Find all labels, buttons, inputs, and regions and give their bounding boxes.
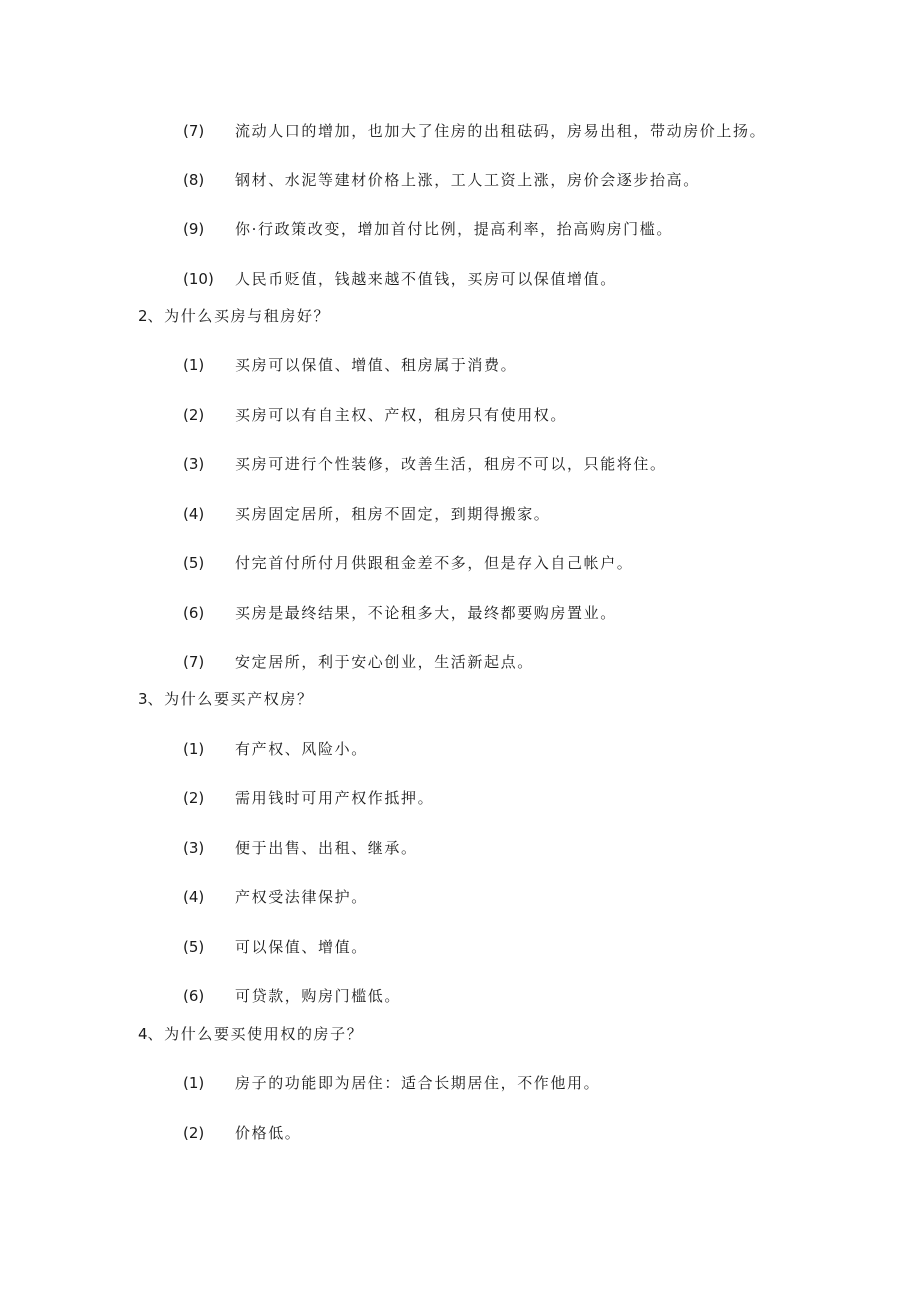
list-item <box>183 1071 600 1095</box>
item-number: (7) <box>183 653 205 671</box>
item-text: 产权受法律保护。 <box>235 888 368 906</box>
list-item <box>183 786 434 810</box>
section-heading <box>138 687 314 711</box>
list-item <box>183 836 418 860</box>
section-heading <box>138 1022 363 1046</box>
heading-number: 2 <box>138 307 148 325</box>
item-text: 买房可以保值、增值、租房属于消费。 <box>235 356 518 374</box>
item-text: 房子的功能即为居住：适合长期居住，不作他用。 <box>235 1074 601 1092</box>
list-item <box>183 1121 301 1145</box>
section-heading <box>138 304 330 328</box>
item-number: (2) <box>183 789 205 807</box>
item-number: (1) <box>183 740 205 758</box>
list-item <box>183 267 617 291</box>
item-text: 需用钱时可用产权作抵押。 <box>235 789 435 807</box>
item-text: 买房可进行个性装修，改善生活，租房不可以，只能将住。 <box>235 455 667 473</box>
item-number: (2) <box>183 1124 205 1142</box>
list-item <box>183 353 517 377</box>
list-item <box>183 650 534 674</box>
item-text: 可贷款，购房门槛低。 <box>235 987 402 1005</box>
item-text: 可以保值、增值。 <box>235 938 368 956</box>
heading-text: 、为什么买房与租房好？ <box>147 307 331 325</box>
item-number: (3) <box>183 839 205 857</box>
item-text: 钢材、水泥等建材价格上涨，工人工资上涨，房价会逐步抬高。 <box>235 171 700 189</box>
item-number: (5) <box>183 554 205 572</box>
item-text: 付完首付所付月供跟租金差不多，但是存入自己帐户。 <box>235 554 634 572</box>
heading-text: 、为什么要买使用权的房子？ <box>147 1025 364 1043</box>
item-number: (3) <box>183 455 205 473</box>
heading-number: 3 <box>138 690 148 708</box>
item-number: (2) <box>183 406 205 424</box>
item-number: (4) <box>183 505 205 523</box>
item-text: 安定居所，利于安心创业，生活新起点。 <box>235 653 534 671</box>
item-text: 价格低。 <box>235 1124 302 1142</box>
item-text: 你·行政策改变，增加首付比例，提高利率，抬高购房门槛。 <box>235 220 673 238</box>
item-text: 买房是最终结果，不论租多大，最终都要购房置业。 <box>235 604 617 622</box>
item-text: 便于出售、出租、继承。 <box>235 839 418 857</box>
list-item <box>183 935 368 959</box>
list-item <box>183 403 567 427</box>
item-number: (6) <box>183 604 205 622</box>
item-number: (10) <box>183 270 214 288</box>
list-item <box>183 119 766 143</box>
item-number: (7) <box>183 122 205 140</box>
item-number: (1) <box>183 1074 205 1092</box>
list-item <box>183 984 401 1008</box>
list-item <box>183 502 550 526</box>
item-number: (5) <box>183 938 205 956</box>
list-item <box>183 168 700 192</box>
list-item <box>183 601 617 625</box>
list-item <box>183 737 368 761</box>
item-text: 流动人口的增加，也加大了住房的出租砝码，房易出租，带动房价上扬。 <box>235 122 767 140</box>
item-number: (8) <box>183 171 205 189</box>
list-item <box>183 551 633 575</box>
item-number: (9) <box>183 220 205 238</box>
heading-number: 4 <box>138 1025 148 1043</box>
item-number: (4) <box>183 888 205 906</box>
list-item <box>183 452 667 476</box>
item-text: 买房固定居所，租房不固定，到期得搬家。 <box>235 505 551 523</box>
list-item <box>183 885 368 909</box>
item-text: 人民币贬值，钱越来越不值钱，买房可以保值增值。 <box>235 270 617 288</box>
item-number: (6) <box>183 987 205 1005</box>
item-number: (1) <box>183 356 205 374</box>
list-item <box>183 217 673 241</box>
heading-text: 、为什么要买产权房？ <box>147 690 314 708</box>
item-text: 有产权、风险小。 <box>235 740 368 758</box>
item-text: 买房可以有自主权、产权，租房只有使用权。 <box>235 406 568 424</box>
